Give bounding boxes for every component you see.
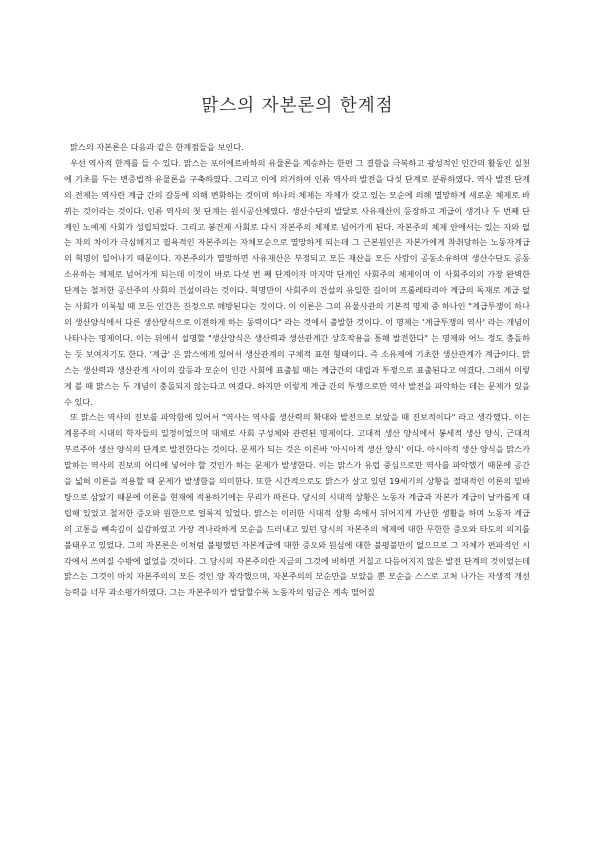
paragraph-historical-limit: 우선 역사적 한계를 들 수 있다. 맑스는 포이에르바하의 유물론을 계승하는 한편 그 결함을 극복하고 광성적인 인간의 활동인 실천에 기초를 두는 변증법적 유물론을 구축하였다. 그리고 이에 의거하여 인류 역사의 발전을 다섯 단계로 분류하였다. 역사 발전 단계의 전제는 역사란 계급 간의 갈등에 의해 변화하는 것이며 하나의 체제는 자체가 갖고 있는 모순에 의해 멸망하게 새로운 체제로 바뀌는 것이라는 것이다. 인류 역사의 첫 단계는 원시공산체였다. 생산수단의 발달로 사유재산이 등장하고 계급이 생겨나 두 번째 단계인 노예제 사회가 성립되었다. 그리고 봉건제 사회로 다시 자본주의 체제로 넘어가게 된다. 자본주의 체제 안에서는 있는 자와 없는 자의 차이가 극심해지고 필욕적인 자본주의는 자체모순으로 멸망하게 되는데 그 근본원인은 자본가에게 착취당하는 노동자계급의 혁명이 일어나기 때문이다. 자본주의가 멸망하면 사유재산은 부정되고 모든 재산을 모든 사람이 공동소유하며 생산수단도 공동 소유하는 체제로 넘어가게 되는데 이것이 바로 다섯 번 째 단계이자 마지막 단계인 사회주의 체제이며 이 사회주의의 가장 완벽한 단계는 철저한 공산주의 사회의 건설이라는 것이다. 혁명만이 사회주의 건설의 유일한 길이며 프롤레타리아 계급의 독재로 계급 없는 사회가 이룩될 때 모든 인간은 진정으로 해방된다는 것이다. 이 이론은 그의 유물사관의 기본적 명제 중 하나인 "계급투쟁이 하나의 생산양식에서 다른 생산양식으로 이전하게 하는 동력이다" 라는 것에서 출발한 것이다. 이 명제는 '계급투쟁의 역사' 라는 개념이 나타나는 명제이다. 이는 뒤에서 설명할 "생산양식은 생산력과 생산관계간 상호작용을 통해 발전한다" 는 명제와 어느 정도 충돌하는 듯 보여지기도 한다. '계급' 은 맑스에게 있어서 생산관계의 구체적 표현 형태이다. 즉 소유제에 기초한 생산관계가 계급이다. 맑스는 생산력과 생산관계 사이의 갈등과 모순이 인간 사회에 표출될 때는 계급간의 대립과 투쟁으로 표출된다고 여겼다. 그래서 이렇게 볼 때 맑스는 두 개념이 충돌되지 않는다고 여겼다. 하지만 이렇게 계급 간의 투쟁으로만 역사 발전을 파악하는 데는 문제가 있을 수 있다.: [64, 157, 530, 407]
document-body: [64, 140, 530, 601]
paragraph-intro: 맑스의 자본론은 다음과 같은 한계점들을 보인다.: [70, 142, 244, 152]
paragraph-historical-progress: 또 맑스는 역사의 진보를 파악함에 있어서 "역사는 역사를 생산력의 확대와 발전으로 보았을 때 진보적이다" 라고 생각했다. 이는 계몽주의 시대의 학자들의 일정이었으며 대체로 사회 구성체와 관련된 명제이다. 고대적 생산 양식에서 봉세적 생산 양식, 근대적 부르주아 생산 양식의 단계로 발전한다는 것이다. 문제가 되는 것은 이른바 '아시아적 생산 양식' 이다. 아시아적 생산 양식을 맑스가 말하는 역사의 진보의 어디에 넣어야 할 것인가 하는 문제가 발생한다. 이는 맑스가 유럽 중심으로만 역사를 파악했기 때문에 공간을 넓혀 이론을 적용할 때 문제가 발생함을 의미한다. 또한 시간적으로도 맑스가 살고 있던 19세기의 상황을 절대적인 이론의 밑바탕으로 삼았기 때문에 이론을 현재에 적용하기에는 무리가 따른다. 당시의 시대적 상황은 노동자 계급과 자본가 계급이 날카롭게 대립해 있었고 철저한 증오와 원한으로 얼룩져 있었다. 맑스는 이러한 시대적 상황 속에서 뒤어지게 가난한 생활을 하며 노동자 계급의 고통을 뼈속깊이 실감하였고 가장 격나라하게 모순을 드러내고 있던 당시의 자본주의 체제에 대한 무한한 증오와 타도의 의지를 불태우고 있었다. 그의 자본론은 이처럼 불평했던 자본계급에 대한 증오와 원심에 대한 불평불만이 없으므로 그 자체가 편파적인 시각에서 쓰여질 수밖에 없었을 것이다. 그 당시의 자본주의란 지금의 그것에 비하면 거칠고 다듬어지지 않은 발전 단계의 것이었는데 맑스는 그것이 마치 자본주의의 모든 것인 양 착각했으며, 자본주의의 모순만을 보았을 뿐 모순을 스스로 고쳐 나가는 자생적 개선 능력을 너무 과소평가하였다. 그는 자본주의가 발달할수록 노동자의 임금은 계속 떨어질: [64, 412, 530, 598]
document-title: 맑스의 자본론의 한계점: [201, 96, 394, 116]
